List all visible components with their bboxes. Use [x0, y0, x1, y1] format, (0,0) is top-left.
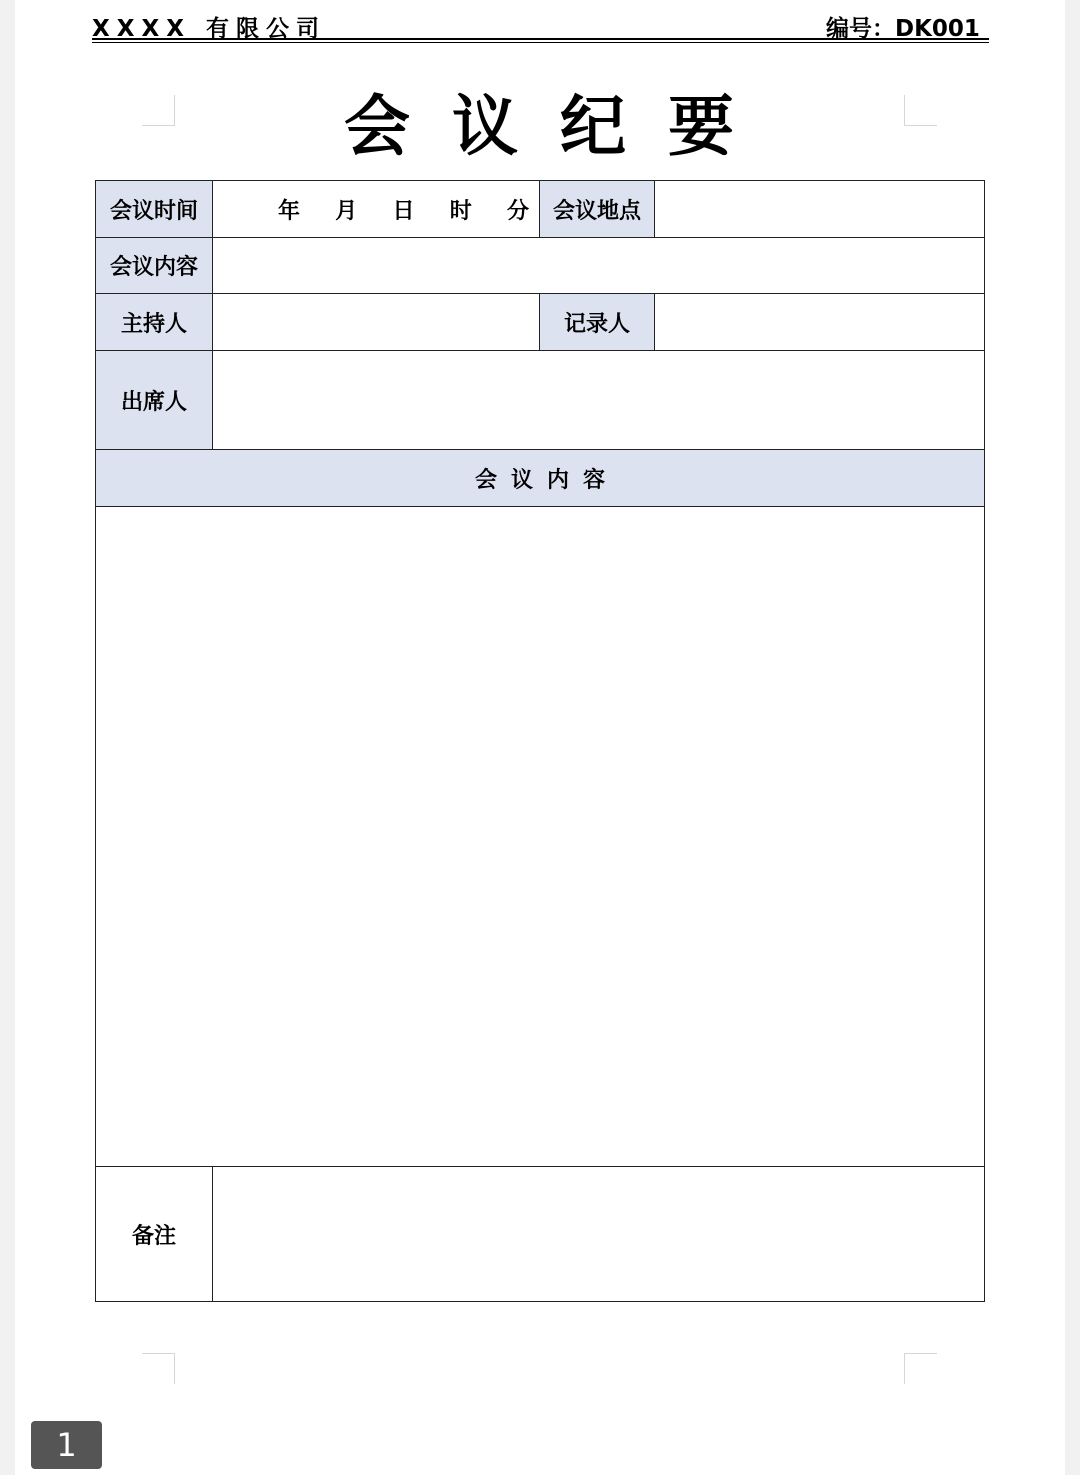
content-section-heading: 会议内容 [96, 450, 985, 507]
notes-field[interactable] [213, 1167, 985, 1302]
company-name: XXXX 有限公司 [92, 16, 326, 42]
row-content [96, 507, 985, 1167]
page-number-badge: 1 [31, 1421, 102, 1469]
row-time-place [96, 181, 985, 238]
attendees-label: 出席人 [96, 351, 213, 450]
header-rule-thin [92, 42, 989, 43]
host-field[interactable] [213, 294, 540, 351]
notes-label: 备注 [96, 1167, 213, 1302]
document-code: 编号：DK001 [826, 16, 980, 42]
row-attendees [96, 351, 985, 450]
hour-unit: 时 [449, 198, 472, 224]
meeting-time-field[interactable] [213, 181, 540, 238]
header-rule-thick [92, 38, 989, 40]
row-topic [96, 238, 985, 294]
host-label: 主持人 [96, 294, 213, 351]
day-unit: 日 [392, 198, 415, 224]
crop-mark-bottom-right [904, 1353, 937, 1384]
meeting-time-label: 会议时间 [96, 181, 213, 238]
meeting-minutes-form [95, 180, 985, 1302]
meeting-content-field[interactable] [96, 507, 985, 1167]
document-title: 会议纪要 [344, 87, 776, 165]
meeting-topic-field[interactable] [213, 238, 985, 294]
year-unit: 年 [278, 198, 301, 224]
row-notes [96, 1167, 985, 1302]
recorder-field[interactable] [655, 294, 985, 351]
meeting-topic-label: 会议内容 [96, 238, 213, 294]
attendees-field[interactable] [213, 351, 985, 450]
month-unit: 月 [335, 198, 358, 224]
meeting-place-field[interactable] [655, 181, 985, 238]
row-section-heading [96, 450, 985, 507]
recorder-label: 记录人 [540, 294, 655, 351]
meeting-place-label: 会议地点 [540, 181, 655, 238]
minute-unit: 分 [506, 198, 529, 224]
row-host-recorder [96, 294, 985, 351]
crop-mark-bottom-left [142, 1353, 175, 1384]
date-units [213, 194, 539, 225]
